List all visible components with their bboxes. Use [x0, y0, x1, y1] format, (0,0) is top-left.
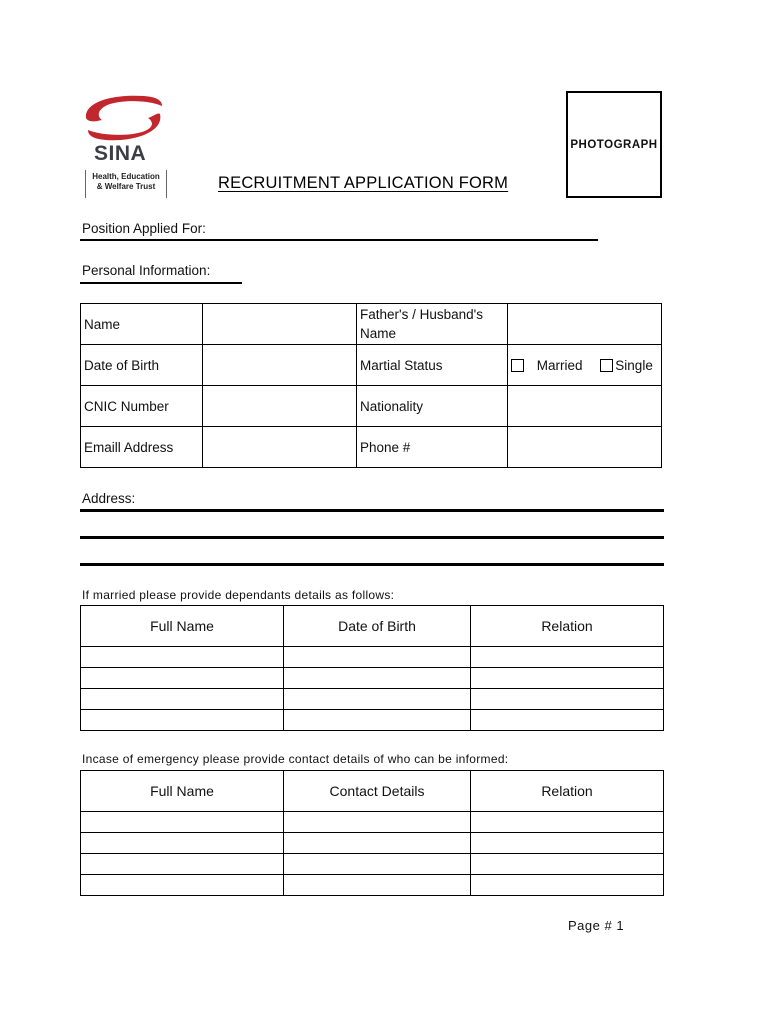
- table-cell[interactable]: [284, 647, 471, 668]
- personal-info-label: Personal Information:: [82, 263, 211, 278]
- emergency-header-relation: Relation: [471, 771, 664, 812]
- sina-swoosh-icon: [82, 92, 172, 144]
- address-line-2[interactable]: [80, 536, 664, 539]
- table-row: [81, 710, 664, 731]
- name-label: Name: [81, 304, 203, 345]
- dependants-header-date-of-birth: Date of Birth: [284, 606, 471, 647]
- table-cell[interactable]: [81, 668, 284, 689]
- table-cell[interactable]: [471, 812, 664, 833]
- position-applied-input-line[interactable]: [80, 239, 598, 241]
- cnic-number-field[interactable]: [203, 386, 357, 427]
- table-cell[interactable]: [81, 812, 284, 833]
- table-row: [81, 689, 664, 710]
- table-row: [81, 812, 664, 833]
- table-cell[interactable]: [471, 689, 664, 710]
- table-cell[interactable]: [471, 710, 664, 731]
- table-cell[interactable]: [81, 710, 284, 731]
- date-of-birth-field[interactable]: [203, 345, 357, 386]
- table-cell[interactable]: [81, 647, 284, 668]
- marital-status-label: Martial Status: [357, 345, 508, 386]
- nationality-label: Nationality: [357, 386, 508, 427]
- emergency-table: [80, 770, 664, 896]
- logo-name: SINA: [94, 142, 147, 165]
- table-row: [81, 668, 664, 689]
- email-address-field[interactable]: [203, 427, 357, 468]
- dependants-table: [80, 605, 664, 731]
- table-cell[interactable]: [284, 812, 471, 833]
- dependants-header-relation: Relation: [471, 606, 664, 647]
- email-address-label: Emaill Address: [81, 427, 203, 468]
- table-cell[interactable]: [284, 668, 471, 689]
- address-label: Address:: [82, 491, 136, 506]
- dependants-header-full-name: Full Name: [81, 606, 284, 647]
- emergency-header-full-name: Full Name: [81, 771, 284, 812]
- table-cell[interactable]: [81, 689, 284, 710]
- personal-info-table: [80, 303, 662, 468]
- table-cell[interactable]: [471, 854, 664, 875]
- table-row: [81, 833, 664, 854]
- single-checkbox[interactable]: [600, 359, 613, 372]
- date-of-birth-label: Date of Birth: [81, 345, 203, 386]
- table-cell[interactable]: [81, 875, 284, 896]
- table-cell[interactable]: [284, 833, 471, 854]
- table-cell[interactable]: [81, 854, 284, 875]
- logo-tagline: Health, Education & Welfare Trust: [85, 170, 167, 198]
- address-line-1[interactable]: [80, 509, 664, 512]
- father-husband-name-label: Father's / Husband's Name: [357, 304, 508, 345]
- sina-logo: [82, 92, 172, 202]
- name-field[interactable]: [203, 304, 357, 345]
- address-line-3[interactable]: [80, 563, 664, 566]
- table-cell[interactable]: [284, 875, 471, 896]
- nationality-field[interactable]: [508, 386, 662, 427]
- table-row: [81, 647, 664, 668]
- table-cell[interactable]: [284, 710, 471, 731]
- table-cell[interactable]: [471, 668, 664, 689]
- photograph-label: PHOTOGRAPH: [570, 138, 658, 151]
- table-cell[interactable]: [471, 875, 664, 896]
- page-number: Page # 1: [568, 918, 625, 933]
- table-cell[interactable]: [471, 833, 664, 854]
- phone-field[interactable]: [508, 427, 662, 468]
- phone-label: Phone #: [357, 427, 508, 468]
- married-checkbox[interactable]: [511, 359, 524, 372]
- table-row: [81, 875, 664, 896]
- position-applied-label: Position Applied For:: [82, 221, 206, 236]
- dependants-note: If married please provide dependants details as follows:: [82, 588, 395, 602]
- personal-info-underline: [80, 282, 242, 284]
- single-label: Single: [615, 357, 653, 373]
- table-cell[interactable]: [81, 833, 284, 854]
- marital-status-options: [508, 345, 662, 386]
- table-cell[interactable]: [284, 689, 471, 710]
- table-row: [81, 854, 664, 875]
- form-title: RECRUITMENT APPLICATION FORM: [218, 174, 509, 192]
- cnic-number-label: CNIC Number: [81, 386, 203, 427]
- emergency-note: Incase of emergency please provide contact details of who can be informed:: [82, 752, 509, 766]
- married-label: Married: [536, 357, 583, 373]
- photograph-box[interactable]: [566, 91, 662, 198]
- table-cell[interactable]: [471, 647, 664, 668]
- table-cell[interactable]: [284, 854, 471, 875]
- father-husband-name-field[interactable]: [508, 304, 662, 345]
- emergency-header-contact-details: Contact Details: [284, 771, 471, 812]
